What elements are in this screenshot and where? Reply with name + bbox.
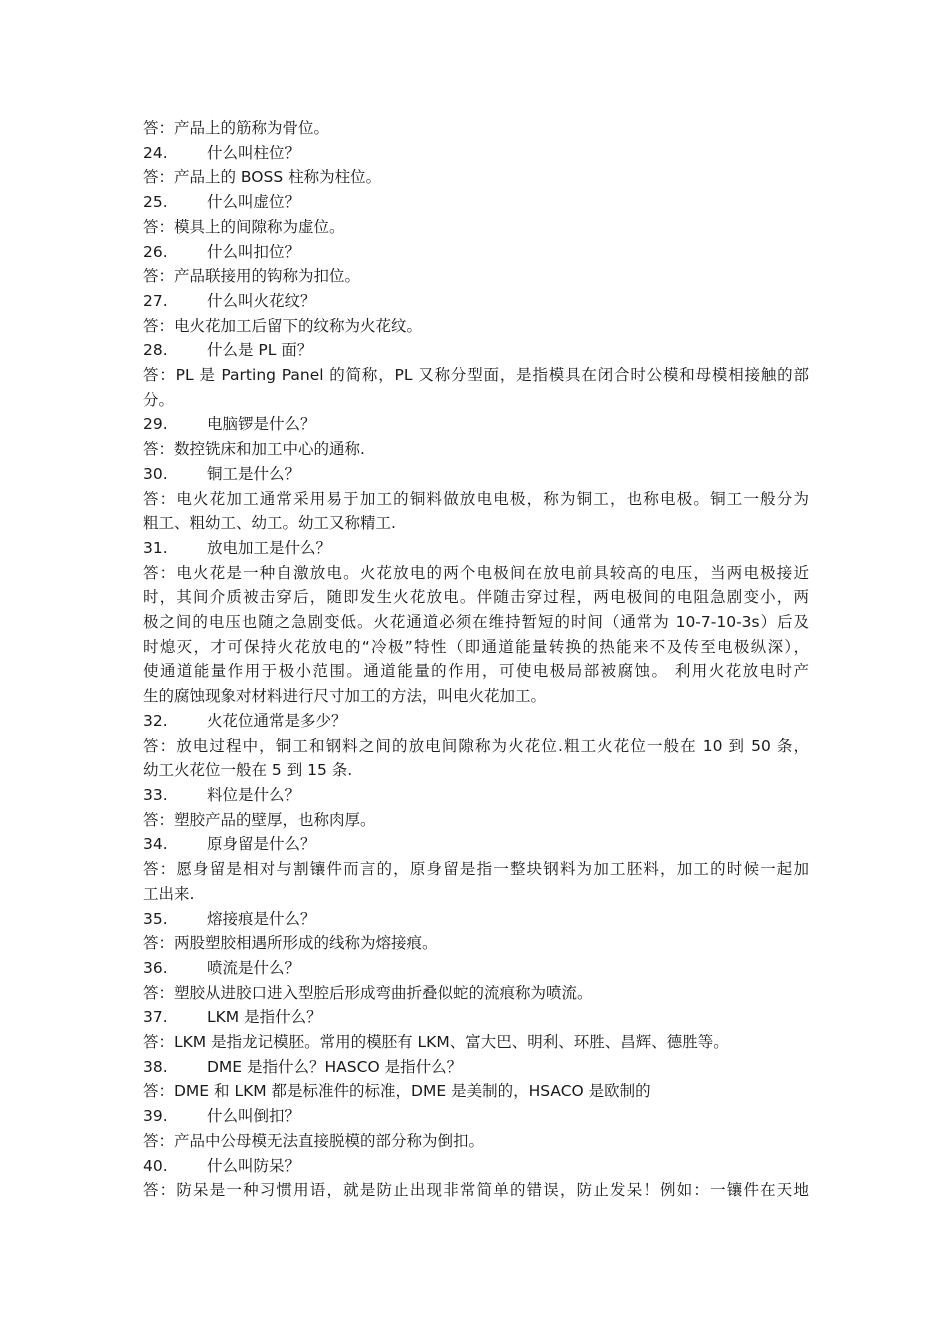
question-number: 38. (143, 1057, 168, 1076)
question-line (143, 907, 809, 932)
question-line (143, 1055, 809, 1080)
answer-line: 分。 (143, 390, 175, 409)
question-line (143, 956, 809, 981)
question-number: 31. (143, 538, 168, 557)
question-line (143, 289, 809, 314)
question-line (143, 190, 809, 215)
question-line (143, 709, 809, 734)
question-text: 什么叫防呆？ (207, 1156, 301, 1175)
question-number: 34. (143, 835, 168, 854)
question-number: 32. (143, 711, 168, 730)
answer-line: 生的腐蚀现象对材料进行尺寸加工的方法，叫电火花加工。 (143, 687, 547, 706)
question-number: 26. (143, 242, 168, 261)
question-number: 25. (143, 193, 168, 212)
answer-line: 极之间的电压也随之急剧变低。火花通道必须在维持暂短的时间（通常为 10-7-10-3s）后及 (143, 613, 809, 632)
answer-line: 答：产品上的 BOSS 柱称为柱位。 (143, 168, 382, 187)
question-number: 37. (143, 1008, 168, 1027)
answer-line: 答：电火花加工通常采用易于加工的铜料做放电电极，称为铜工，也称电极。铜工一般分为 (143, 489, 809, 508)
answer-line: 工出来. (143, 884, 195, 903)
question-line (143, 141, 809, 166)
question-number: 35. (143, 909, 168, 928)
answer-line: 粗工、粗幼工、幼工。幼工又称精工. (143, 514, 396, 533)
answer-line: 幼工火花位一般在 5 到 15 条. (143, 761, 353, 780)
question-line (143, 462, 809, 487)
question-number: 27. (143, 291, 168, 310)
answer-line: 答：电火花是一种自激放电。火花放电的两个电极间在放电前具较高的电压，当两电极接近 (143, 563, 809, 582)
qa-text-body (143, 116, 809, 1203)
question-text: 什么叫扣位？ (207, 242, 301, 261)
question-text: 喷流是什么？ (207, 958, 301, 977)
answer-line: 答：放电过程中，铜工和钢料之间的放电间隙称为火花位.粗工火花位一般在 10 到 50 条， (143, 736, 809, 755)
question-line (143, 783, 809, 808)
question-text: 什么叫倒扣？ (207, 1107, 301, 1126)
question-line (143, 1154, 809, 1179)
question-line (143, 412, 809, 437)
answer-line: 答：防呆是一种习惯用语，就是防止出现非常简单的错误，防止发呆！例如：一镶件在天地 (143, 1181, 809, 1200)
answer-line: 答：电火花加工后留下的纹称为火花纹。 (143, 316, 423, 335)
question-text: 火花位通常是多少？ (207, 711, 347, 730)
question-text: 什么叫柱位？ (207, 143, 301, 162)
answer-line: 使通道能量作用于极小范围。通道能量的作用，可使电极局部被腐蚀。 利用火花放电时产 (143, 662, 809, 681)
question-number: 30. (143, 464, 168, 483)
answer-line: 答：数控铣床和加工中心的通称. (143, 440, 365, 459)
question-line (143, 338, 809, 363)
question-text: 电脑锣是什么？ (207, 415, 316, 434)
answer-line: 时熄灭，才可保持火花放电的“冷极”特性（即通道能量转换的热能来不及传至电极纵深）， (143, 637, 809, 656)
question-line (143, 1104, 809, 1129)
answer-line: 答：LKM 是指龙记模胚。常用的模胚有 LKM、富大巴、明利、环胜、昌辉、德胜等。 (143, 1033, 729, 1052)
question-line (143, 240, 809, 265)
question-line (143, 832, 809, 857)
question-text: 料位是什么？ (207, 785, 301, 804)
question-text: 什么是 PL 面？ (207, 341, 313, 360)
question-text: 原身留是什么？ (207, 835, 316, 854)
answer-line: 答：产品联接用的钩称为扣位。 (143, 267, 361, 286)
question-number: 36. (143, 958, 168, 977)
answer-line: 答：塑胶产品的壁厚，也称肉厚。 (143, 810, 376, 829)
answer-line: 答：塑胶从进胶口进入型腔后形成弯曲折叠似蛇的流痕称为喷流。 (143, 983, 593, 1002)
question-number: 33. (143, 785, 168, 804)
answer-line: 时，其间介质被击穿后，随即发生火花放电。伴随击穿过程，两电极间的电阻急剧变小，两 (143, 588, 809, 607)
question-text: 什么叫虚位？ (207, 193, 301, 212)
answer-line: 答：两股塑胶相遇所形成的线称为熔接痕。 (143, 934, 438, 953)
answer-line: 答：产品上的筋称为骨位。 (143, 119, 330, 137)
answer-line: 答：模具上的间隙称为虚位。 (143, 217, 345, 236)
question-text: DME 是指什么？HASCO 是指什么？ (207, 1057, 463, 1076)
question-number: 24. (143, 143, 168, 162)
question-text: 什么叫火花纹？ (207, 291, 316, 310)
question-number: 40. (143, 1156, 168, 1175)
question-line (143, 536, 809, 561)
answer-line: 答：DME 和 LKM 都是标准件的标准，DME 是美制的，HSACO 是欧制的 (143, 1082, 651, 1101)
question-text: 放电加工是什么？ (207, 538, 332, 557)
question-line (143, 1005, 809, 1030)
question-number: 29. (143, 415, 168, 434)
answer-line: 答：PL 是 Parting Panel 的简称，PL 又称分型面，是指模具在闭合时公模和母模相接触的部 (143, 366, 809, 385)
question-number: 39. (143, 1107, 168, 1126)
answer-line: 答：产品中公母模无法直接脱模的部分称为倒扣。 (143, 1131, 485, 1150)
question-number: 28. (143, 341, 168, 360)
question-text: LKM 是指什么？ (207, 1008, 322, 1027)
question-text: 铜工是什么？ (207, 464, 301, 483)
question-text: 熔接痕是什么？ (207, 909, 316, 928)
answer-line: 答：愿身留是相对与割镶件而言的，原身留是指一整块钢料为加工胚料，加工的时候一起加 (143, 860, 809, 879)
